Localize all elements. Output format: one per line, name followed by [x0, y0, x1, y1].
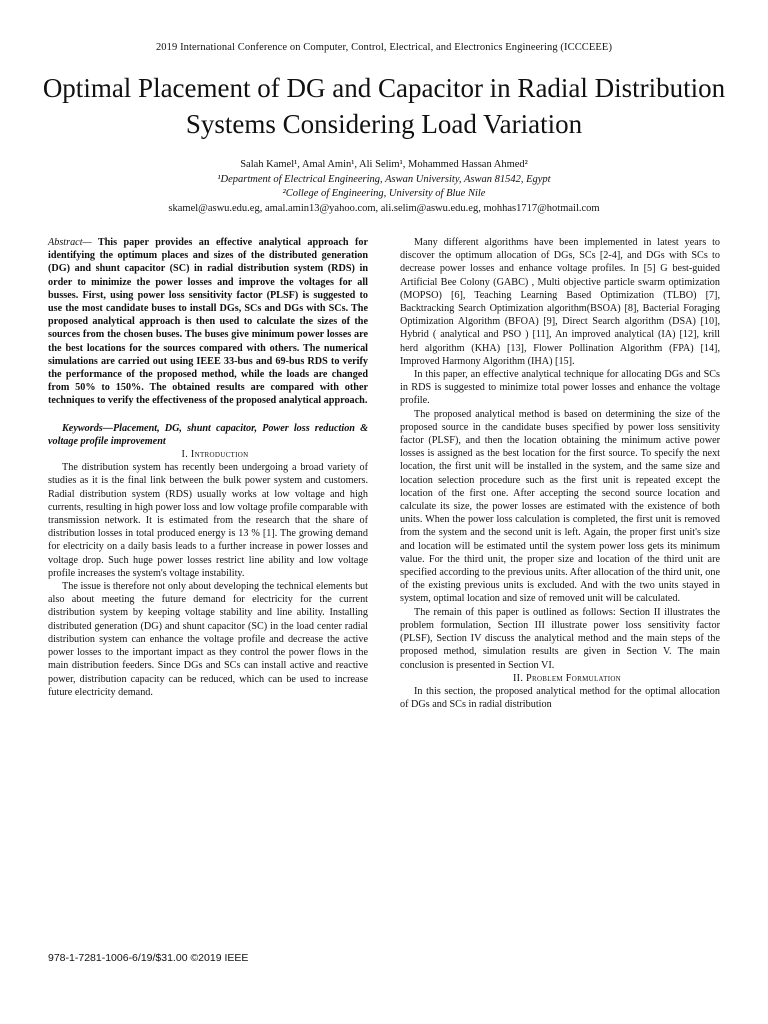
abstract-lead: Abstract— [48, 237, 92, 248]
left-column [48, 236, 368, 699]
abstract [48, 236, 368, 408]
section-heading-introduction: I. Introduction [181, 449, 249, 461]
author-block [0, 158, 768, 216]
right-column [400, 236, 720, 711]
affiliation-1: ¹Department of Electrical Engineering, Aswan University, Aswan 81542, Egypt [217, 173, 551, 185]
problem-formulation-paragraph-1: In this section, the proposed analytical method for the optimal allocation of DGs and SCs in radial distribution [400, 685, 720, 711]
keywords: Keywords—Placement, DG, shunt capacitor, Power loss reduction & voltage profile improvement [48, 422, 368, 447]
abstract-body: This paper provides an effective analytical approach for identifying the optimum places and sizes of the distributed generation (DG) and shunt capacitor (SC) in radial distribution system (RDS) in order to minimize the power losses and improve the voltages for all busses. First, using power loss sensitivity factor (PLSF) is suggested to use the most candidate buses to install DGs, SCs and DGs with SCs. The proposed analytical approach is then used to calculate the sizes of the sources from the chosen buses. The buses give minimum power losses are the best locations for the sources compared with others. The numerical simulations are carried out using IEEE 33-bus and 69-bus RDS to verify the performance of the proposed method, while the loads are changed from 50% to 150%. The obtained results are compared with other techniques to verify the effectiveness of the proposed analytical approach. [48, 237, 368, 407]
intro-paragraph-5: The proposed analytical method is based on determining the size of the proposed source in the candidate buses specified by power loss sensitivity factor (PLSF), and then the location obtaining the minimum active power losses is assigned as the best location for the first source. To specify the next location, the first unit will be installed in the system, and the same size and location selection procedure such as the first unit is repeated except the location of the first one. After accepting the second source location and calculate its size, the power losses are estimated with the existence of both units. When the power loss calculation is completed, the first unit is removed from the system and the second unit is left. Again, the proper first unit's size and location will be estimated until the system power loss gets its minimum value. For the third unit, the proper size and location of the third unit are specified according to the previous units. After allocation of the third unit, one of the existing previous units is excluded. And with the two units stayed in system, optimal location and size of removed unit will be calculated. [400, 408, 720, 605]
intro-paragraph-3: Many different algorithms have been implemented in latest years to discover the optimum allocation of DGs, SCs [2-4], and DGs with SCs to decrease power losses and enhance voltage profiles. In [5] G best-guided Artificial Bee Colony (GABC) , Multi objective particle swarm optimization (MOPSO) [6], Teaching Learning Based Optimization (TLBO) [7], Backtracking Search Optimization algorithm(BSOA) [8], Bacterial Foraging Optimization Algorithm (BFOA) [9], Direct Search algorithm (DSA) [10], Hybrid ( analytical and PSO ) [11], An improved analytical (IA) [12], krill herd algorithm (KHA) [13], Flower Pollination Algorithm (FPA) [14], Improved Harmony Algorithm (IHA) [15]. [400, 237, 720, 367]
author-emails: skamel@aswu.edu.eg, amal.amin13@yahoo.com, ali.selim@aswu.edu.eg, mohhas1717@hotmail.com [168, 202, 600, 214]
section-heading-problem-formulation: II. Problem Formulation [512, 672, 622, 684]
conference-header: 2019 International Conference on Computer, Control, Electrical, and Electronics Engineering (ICCCEEE) [155, 42, 613, 53]
intro-paragraph-4: In this paper, an effective analytical technique for allocating DGs and SCs in RDS is suggested to minimize total power losses and enhance the voltage profile. [400, 369, 720, 407]
author-list: Salah Kamel¹, Amal Amin¹, Ali Selim¹, Mohammed Hassan Ahmed² [240, 159, 528, 170]
intro-paragraph-6: The remain of this paper is outlined as follows: Section II illustrates the problem formulation, Section III illustrate power loss sensitivity factor (PLSF), Section IV discuss the analytical method and the main steps of the proposed method, simulation results are given in Section V. The main conclusion is presented in Section VI. [400, 606, 720, 671]
intro-paragraph-1: The distribution system has recently been undergoing a broad variety of studies as it is the final link between the bulk power system and customers. Radial distribution system (RDS) usually works at low voltage and high currents, resulting in high power loss and low voltage profile comparable with transmission network. It is estimated from the research that the share of distribution losses in total produced energy is 13 % [1]. The growing demand for electricity on a daily basis leads to a further increase in power losses and voltage drop. Such huge power losses restrict line ability and low voltage profile increases the system's voltage instability. [48, 462, 368, 579]
intro-paragraph-2: The issue is therefore not only about developing the technical elements but also about meeting the future demand for electricity for the current distribution system by keeping voltage stability and line ability. Installing distributed generation (DG) and shunt capacitor (SC) in the load center radial distribution system can enhance the voltage profile and decrease the active power losses to the important impact as they control the power flows in the main distribution feeders. Since DGs and SCs can install active and reactive power, distribution capacity can be reduced, which can be used to increase future electricity demand. [48, 581, 368, 698]
affiliation-2: ²College of Engineering, University of Blue Nile [282, 188, 486, 199]
copyright-footer: 978-1-7281-1006-6/19/$31.00 ©2019 IEEE [48, 952, 249, 964]
paper-title: Optimal Placement of DG and Capacitor in Radial Distribution Systems Considering Load Variation [42, 73, 726, 139]
